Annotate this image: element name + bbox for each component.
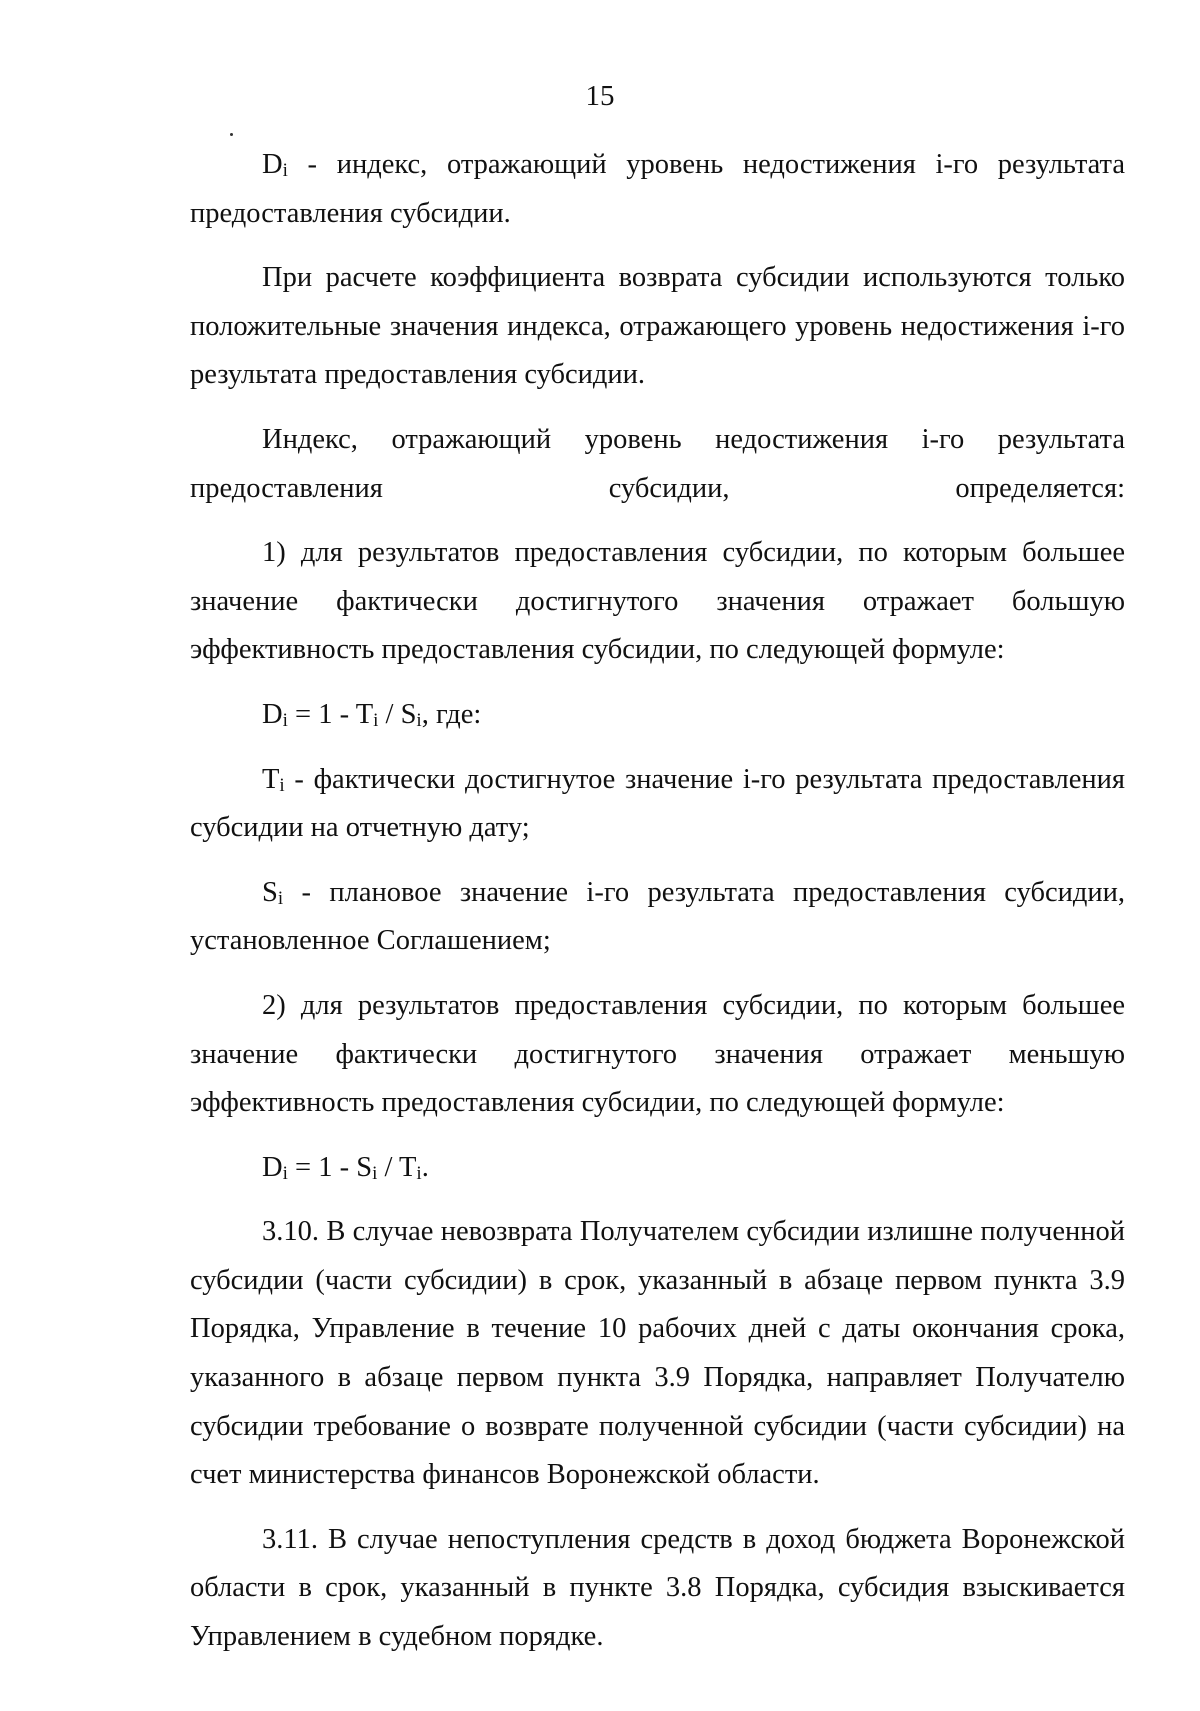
text-run: , где: <box>421 698 482 730</box>
paragraph-s-definition <box>190 869 1125 966</box>
scan-speck <box>230 133 233 136</box>
symbol: T <box>399 1151 417 1183</box>
text-run: - плановое значение i-го результата предоставления субсидии, установленное Соглашением; <box>190 876 1125 957</box>
text-run: = 1 - <box>287 698 356 730</box>
symbol: S <box>356 1151 373 1183</box>
symbol: T <box>262 763 280 795</box>
symbol: S <box>262 876 278 908</box>
symbol: D <box>262 698 283 730</box>
paragraph-return-coefficient-note <box>190 254 1125 400</box>
formula-2 <box>190 1144 1125 1193</box>
paragraph-d-index-definition <box>190 141 1125 238</box>
text-run: / <box>378 698 401 730</box>
subscript: i <box>282 160 288 181</box>
paragraph-case-1 <box>190 529 1125 675</box>
paragraph-3-11 <box>190 1516 1125 1662</box>
text-run: . <box>421 1151 429 1183</box>
paragraph-t-definition <box>190 756 1125 853</box>
text-run: / <box>377 1151 399 1183</box>
text-run: = 1 - <box>287 1151 357 1183</box>
paragraph-3-10 <box>190 1208 1125 1500</box>
page-number: 15 <box>585 80 615 112</box>
subscript: i <box>372 1162 378 1184</box>
symbol: D <box>262 1151 283 1183</box>
subscript: i <box>373 709 379 731</box>
document-body <box>190 141 1125 1662</box>
text-run: 3.11. В случае непоступления средств в доход бюджета Воронежской области в срок, указанный в пункте 3.8 Порядка, субсидия взыскивается Управлением в судебном порядке. <box>190 1523 1125 1653</box>
subscript: i <box>416 709 422 731</box>
symbol: T <box>355 698 374 730</box>
subscript: i <box>282 1162 288 1184</box>
text-run: При расчете коэффициента возврата субсидии используются только положительные значения индекса, отражающего уровень недостижения i-го результата предоставления субсидии. <box>190 262 1125 391</box>
paragraph-case-2 <box>190 982 1125 1128</box>
symbol: S <box>400 698 417 730</box>
subscript: i <box>282 709 288 731</box>
text-run: - фактически достигнутое значение i-го результата предоставления субсидии на отчетную дату; <box>190 763 1125 844</box>
formula-1 <box>190 691 1125 740</box>
text-run: 2) для результатов предоставления субсидии, по которым большее значение фактически достигнутого значения отражает меньшую эффективность предоставления субсидии, по следующей формуле: <box>190 989 1125 1119</box>
symbol: D <box>262 149 283 180</box>
text-run: 3.10. В случае невозврата Получателем субсидии излишне полученной субсидии (части субсидии) в срок, указанный в абзаце первом пункта 3.9 Порядка, Управление в течение 10 рабочих дней с даты окончания срока, указанного в абзаце первом пункта 3.9 Порядка, направляет Получателю субсидии требование о возврате полученной субсидии (части субсидии) на счет министерства финансов Воронежской области. <box>190 1216 1125 1491</box>
text-run: 1) для результатов предоставления субсидии, по которым большее значение фактически достигнутого значения отражает большую эффективность предоставления субсидии, по следующей формуле: <box>190 537 1125 666</box>
subscript: i <box>279 774 285 796</box>
paragraph-index-determination-intro <box>190 416 1125 513</box>
text-run: - индекс, отражающий уровень недостижения i-го результата предоставления субсидии. <box>190 149 1125 229</box>
text-run: Индекс, отражающий уровень недостижения i-го результата предоставления субсидии, определяется: <box>190 423 1125 504</box>
subscript: i <box>416 1162 422 1184</box>
subscript: i <box>277 887 284 909</box>
